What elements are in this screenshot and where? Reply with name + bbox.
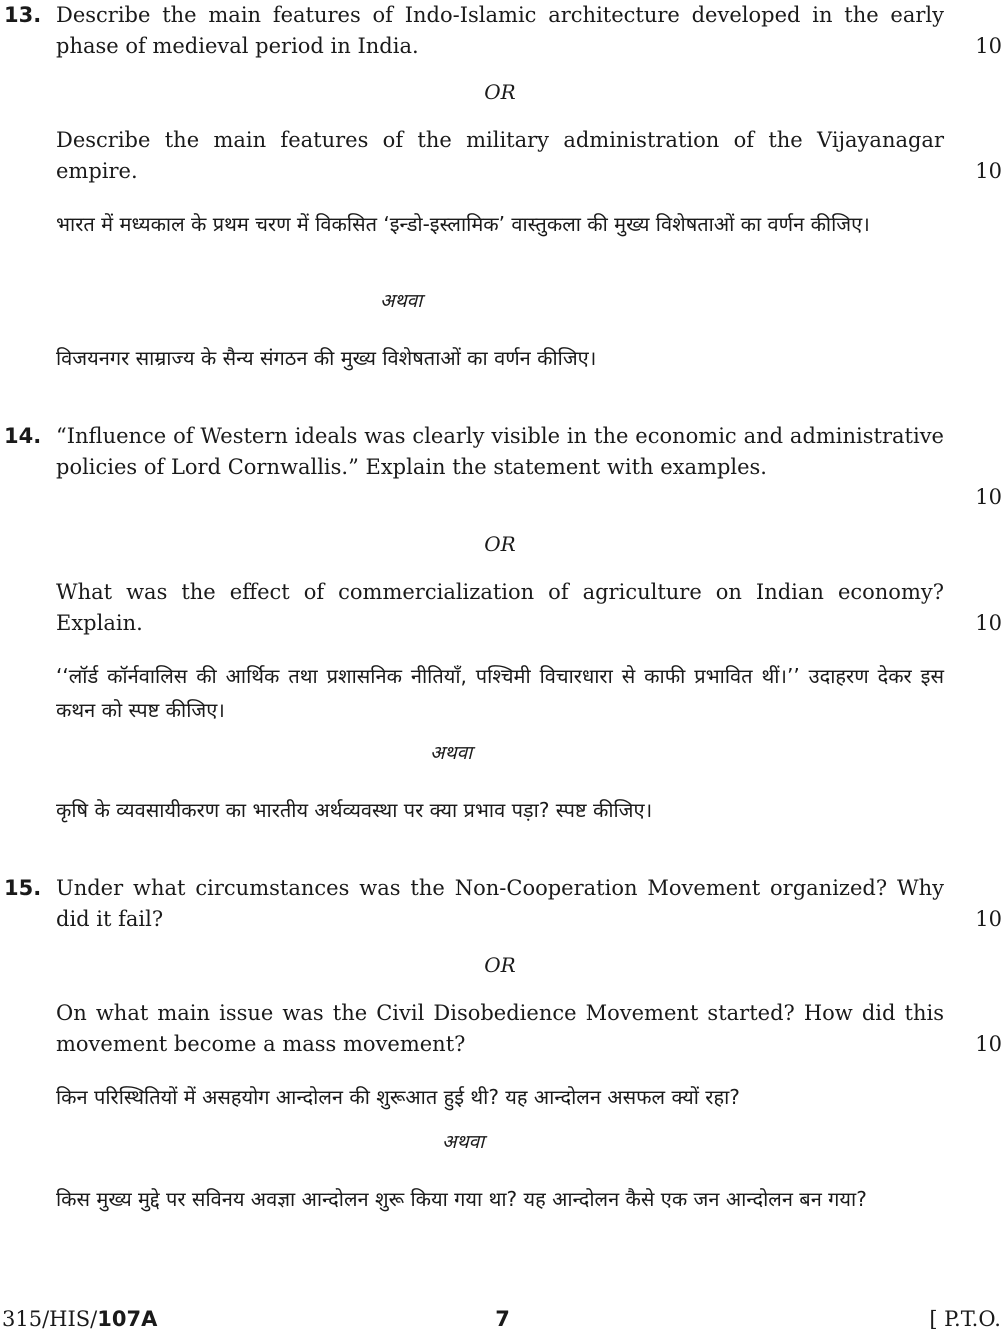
or-label: OR bbox=[484, 80, 516, 104]
question-text: Under what circumstances was the Non-Cooperation Movement organized? Why did it fail? bbox=[56, 876, 944, 931]
marks: 10 bbox=[975, 485, 1002, 509]
hindi-question-text: ‘‘लॉर्ड कॉर्नवालिस की आर्थिक तथा प्रशासनिक नीतियाँ, पश्चिमी विचारधारा से काफी प्रभावित थीं।’’ उदाहरण देकर इस कथन को स्पष्ट कीजिए। bbox=[56, 664, 944, 722]
question-text: “Influence of Western ideals was clearly visible in the economic and administrative policies of Lord Cornwallis.” Explain the statement with examples. bbox=[56, 424, 944, 479]
hindi-or-label: अथवा bbox=[380, 290, 423, 312]
page-number: 7 bbox=[495, 1307, 510, 1331]
alternative-question-text: Describe the main features of the military administration of the Vijayanagar empire. bbox=[56, 128, 944, 183]
marks: 10 bbox=[975, 611, 1002, 635]
alternative-question-text: On what main issue was the Civil Disobedience Movement started? How did this movement become a mass movement? bbox=[56, 1001, 944, 1056]
hindi-or-label: अथवा bbox=[430, 742, 473, 764]
question-number: 15. bbox=[4, 876, 42, 900]
paper-code-set: 107A bbox=[97, 1307, 158, 1331]
question-text: Describe the main features of Indo-Islamic architecture developed in the early phase of medieval period in India. bbox=[56, 3, 944, 58]
hindi-alternative-question-text: कृषि के व्यवसायीकरण का भारतीय अर्थव्यवस्था पर क्या प्रभाव पड़ा? स्पष्ट कीजिए। bbox=[56, 798, 653, 822]
pto-note: [ P.T.O. bbox=[929, 1307, 1001, 1331]
hindi-alternative-question-text: विजयनगर साम्राज्य के सैन्य संगठन की मुख्य विशेषताओं का वर्णन कीजिए। bbox=[56, 346, 597, 370]
marks: 10 bbox=[975, 159, 1002, 183]
paper-code-prefix: 315/HIS/ bbox=[2, 1307, 98, 1331]
marks: 10 bbox=[975, 34, 1002, 58]
hindi-alternative-question-text: किस मुख्य मुद्दे पर सविनय अवज्ञा आन्दोलन शुरू किया गया था? यह आन्दोलन कैसे एक जन आन्दोलन बन गया? bbox=[56, 1187, 867, 1211]
hindi-question-text: किन परिस्थितियों में असहयोग आन्दोलन की शुरूआत हुई थी? यह आन्दोलन असफल क्यों रहा? bbox=[56, 1085, 740, 1109]
or-label: OR bbox=[484, 532, 516, 556]
question-number: 14. bbox=[4, 424, 42, 448]
or-label: OR bbox=[484, 953, 516, 977]
marks: 10 bbox=[975, 907, 1002, 931]
hindi-or-label: अथवा bbox=[442, 1131, 485, 1153]
alternative-question-text: What was the effect of commercialization of agriculture on Indian economy? Explain. bbox=[56, 580, 944, 635]
marks: 10 bbox=[975, 1032, 1002, 1056]
question-number: 13. bbox=[4, 3, 42, 27]
hindi-question-text: भारत में मध्यकाल के प्रथम चरण में विकसित ‘इन्डो-इस्लामिक’ वास्तुकला की मुख्य विशेषताओं का वर्णन कीजिए। bbox=[56, 212, 870, 236]
